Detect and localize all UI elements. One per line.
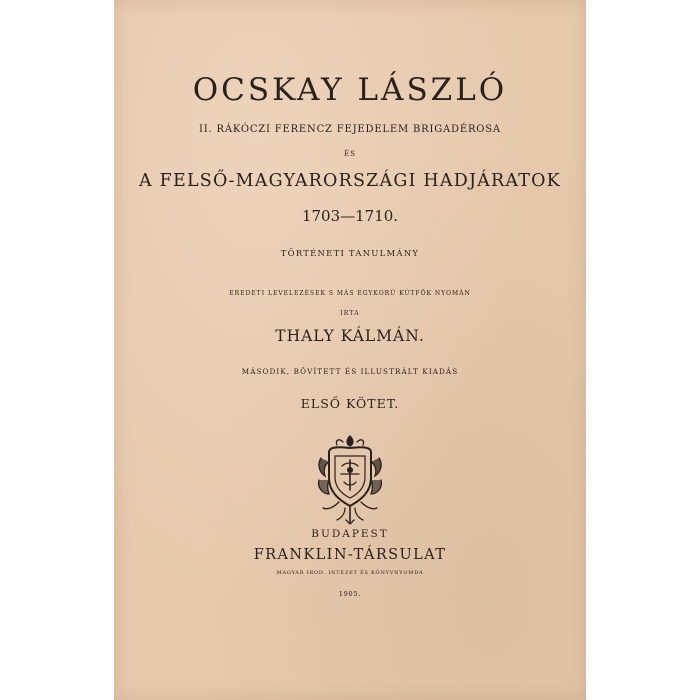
printer-note: MAGYAR IROD. INTÉZET ÉS KÖNYVNYOMDA [276, 570, 424, 576]
genre-label: TÖRTÉNETI TANULMÁNY [280, 249, 420, 259]
book-cover [114, 0, 586, 700]
volume-label: ELSŐ KÖTET. [300, 396, 400, 411]
subtitle-rank: II. RÁKÓCZI FERENCZ FEJEDELEM BRIGADÉROSA [199, 124, 501, 135]
book-title: OCSKAY LÁSZLÓ [192, 72, 508, 108]
edition-note: MÁSODIK, BŐVÍTETT ÉS ILLUSTRÁLT KIADÁS [241, 367, 459, 376]
publication-city: BUDAPEST [311, 528, 389, 540]
author-name: THALY KÁLMÁN. [275, 327, 425, 345]
publisher-name: FRANKLIN-TÁRSULAT [253, 547, 447, 563]
subtitle-campaigns: A FELSŐ-MAGYARORSZÁGI HADJÁRATOK [139, 171, 561, 191]
publication-year: 1905. [338, 590, 362, 598]
year-range: 1703—1710. [301, 207, 399, 225]
publisher-emblem-icon [315, 432, 385, 526]
subtitle-conjunction: ÉS [344, 150, 356, 158]
sources-note: EREDETI LEVELEZÉSEK S MÁS EGYKORÚ KÚTFŐK NYOMÁN [229, 290, 471, 297]
written-by-label: IRTA [340, 310, 360, 317]
